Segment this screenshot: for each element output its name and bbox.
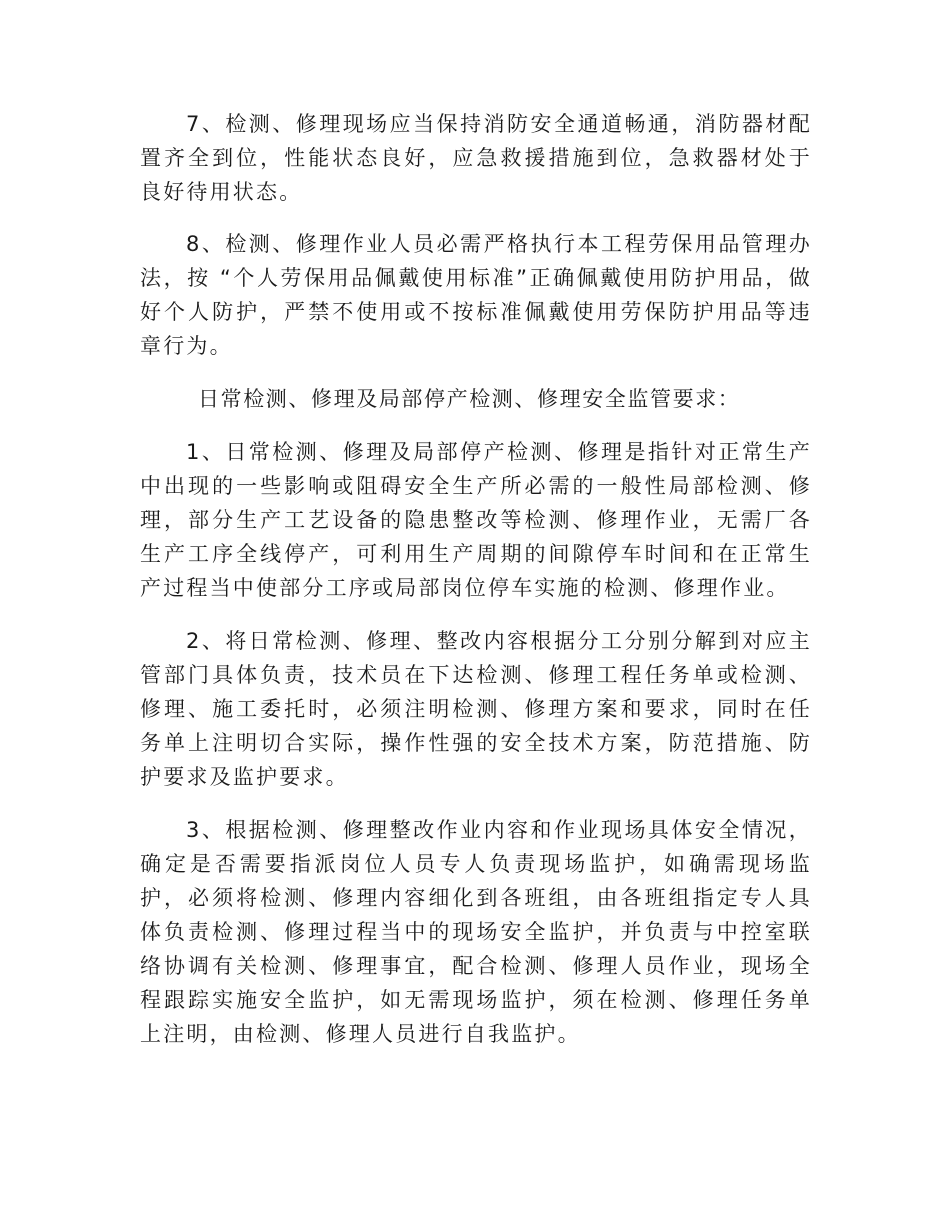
- paragraph-item-8: 8、检测、修理作业人员必需严格执行本工程劳保用品管理办法，按 “个人劳保用品佩戴使用标准”正确佩戴使用防护用品，做好个人防护，严禁不使用或不按标准佩戴使用劳保防护用品等违章行为。: [140, 232, 812, 358]
- document-body: [140, 107, 812, 1070]
- section-heading: 日常检测、修理及局部停产检测、修理安全监管要求：: [198, 387, 741, 411]
- paragraph-item-2: 2、将日常检测、修理、整改内容根据分工分别分解到对应主管部门具体负责，技术员在下达检测、修理工程任务单或检测、修理、施工委托时，必须注明检测、修理方案和要求，同时在任务单上注明切合实际，操作性强的安全技术方案，防范措施、防护要求及监护要求。: [140, 629, 812, 789]
- paragraph-item-7: 7、检测、修理现场应当保持消防安全通道畅通，消防器材配置齐全到位，性能状态良好，应急救援措施到位，急救器材处于良好待用状态。: [140, 112, 812, 204]
- paragraph-item-3: 3、根据检测、修理整改作业内容和作业现场具体安全情况，确定是否需要指派岗位人员专人负责现场监护，如确需现场监护，必须将检测、修理内容细化到各班组，由各班组指定专人具体负责检测、修理过程当中的现场安全监护，并负责与中控室联络协调有关检测、修理事宜，配合检测、修理人员作业，现场全程跟踪实施安全监护，如无需现场监护，须在检测、修理任务单上注明，由检测、修理人员进行自我监护。: [140, 818, 812, 1046]
- paragraph-item-1: 1、日常检测、修理及局部停产检测、修理是指针对正常生产中出现的一些影响或阻碍安全生产所必需的一般性局部检测、修理，部分生产工艺设备的隐患整改等检测、修理作业，无需厂各生产工序全线停产，可利用生产周期的间隙停车时间和在正常生产过程当中使部分工序或局部岗位停车实施的检测、修理作业。: [140, 440, 812, 600]
